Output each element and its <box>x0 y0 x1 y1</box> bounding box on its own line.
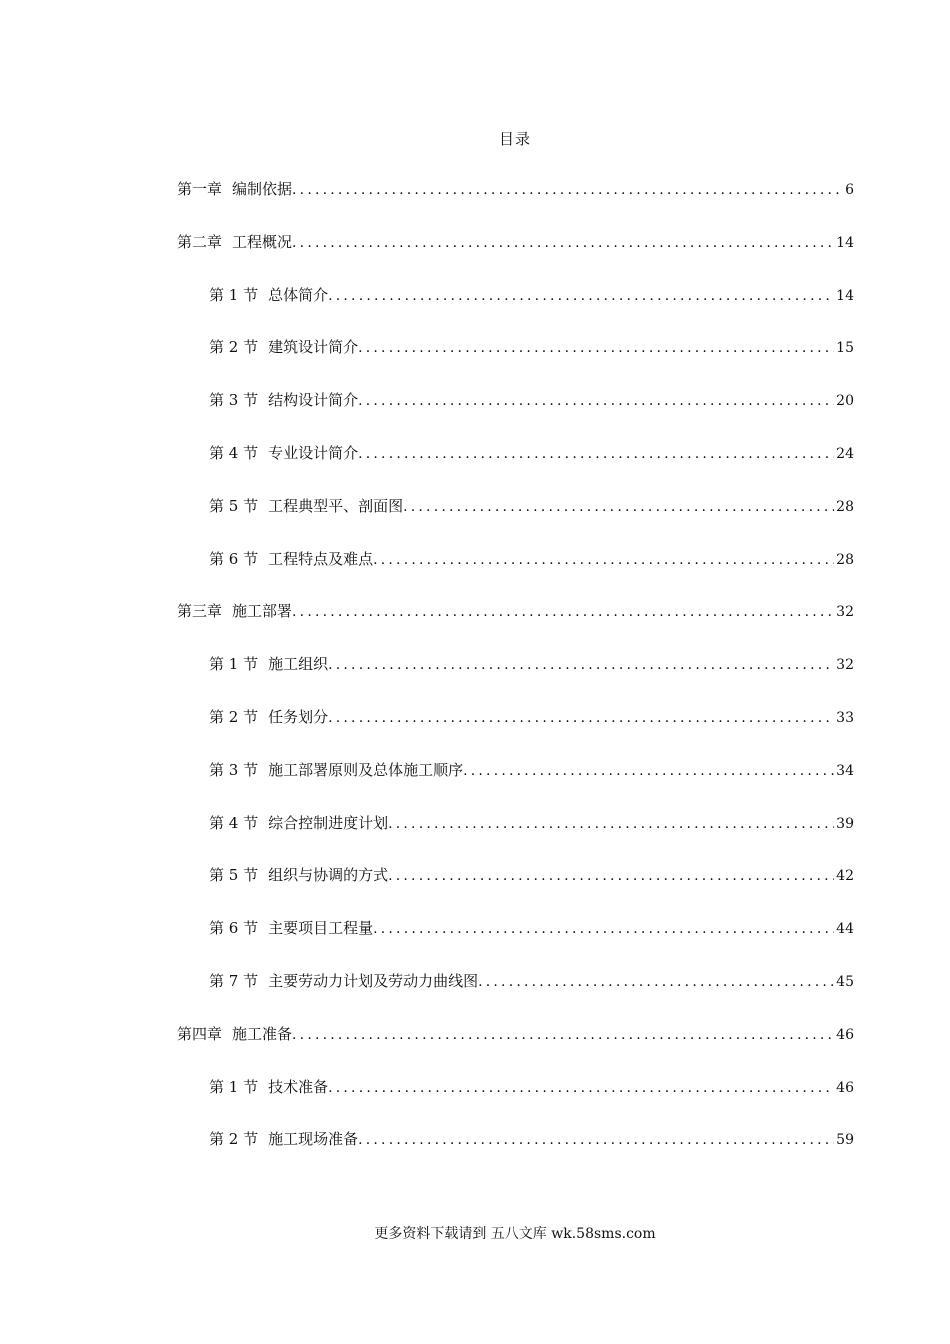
toc-dot-leader <box>373 918 834 940</box>
toc-entry-number: 第 1 节 <box>209 655 259 673</box>
toc-dot-leader <box>403 496 834 518</box>
toc-dot-leader <box>292 179 843 201</box>
toc-page-number: 15 <box>836 340 854 356</box>
toc-entry-number: 第 3 节 <box>209 761 259 779</box>
toc-dot-leader <box>373 549 834 571</box>
toc-entry-title: 施工现场准备 <box>268 1130 359 1148</box>
toc-dot-leader <box>388 865 834 887</box>
toc-entry-title: 工程特点及难点 <box>268 550 374 568</box>
toc-chapter-entry[interactable] <box>177 1023 854 1045</box>
toc-page-number: 39 <box>836 816 854 832</box>
toc-section-entry[interactable] <box>209 442 854 464</box>
toc-dot-leader <box>358 390 834 412</box>
toc-entry-title: 专业设计简介 <box>268 444 359 462</box>
toc-entry-title: 建筑设计简介 <box>268 338 359 356</box>
toc-section-entry[interactable] <box>209 706 854 728</box>
toc-chapter-entry[interactable] <box>177 600 854 622</box>
footer-text: 更多资料下载请到 五八文库 wk.58sms.com <box>374 1226 656 1242</box>
toc-section-entry[interactable] <box>209 812 854 834</box>
toc-page-number: 14 <box>836 288 854 304</box>
toc-title: 目录 <box>498 130 531 148</box>
toc-entry-title: 总体简介 <box>268 286 329 304</box>
toc-dot-leader <box>358 1129 834 1151</box>
toc-page-number: 59 <box>836 1132 854 1148</box>
toc-dot-leader <box>358 443 834 465</box>
toc-dot-leader <box>292 1024 834 1046</box>
toc-section-entry[interactable] <box>209 759 854 781</box>
toc-entry-number: 第 5 节 <box>209 866 259 884</box>
toc-page-number: 46 <box>836 1027 854 1043</box>
toc-section-entry[interactable] <box>209 389 854 411</box>
toc-entry-title: 任务划分 <box>268 708 329 726</box>
toc-page-number: 6 <box>845 182 854 198</box>
toc-dot-leader <box>358 337 834 359</box>
toc-entry-number: 第 6 节 <box>209 919 259 937</box>
toc-entry-number: 第 2 节 <box>209 708 259 726</box>
toc-entry-title: 工程典型平、剖面图 <box>268 497 404 515</box>
toc-entry-title: 施工组织 <box>268 655 329 673</box>
toc-entry-title: 施工准备 <box>232 1025 293 1043</box>
toc-dot-leader <box>463 760 834 782</box>
toc-entry-number: 第 5 节 <box>209 497 259 515</box>
toc-section-entry[interactable] <box>209 864 854 886</box>
toc-dot-leader <box>328 707 834 729</box>
toc-dot-leader <box>292 601 834 623</box>
toc-section-entry[interactable] <box>209 653 854 675</box>
toc-entry-number: 第二章 <box>177 233 223 251</box>
toc-page-number: 42 <box>836 868 854 884</box>
toc-dot-leader <box>388 813 834 835</box>
toc-entry-title: 施工部署原则及总体施工顺序 <box>268 761 464 779</box>
toc-section-entry[interactable] <box>209 548 854 570</box>
toc-page-number: 20 <box>836 393 854 409</box>
toc-entry-number: 第一章 <box>177 180 223 198</box>
toc-chapter-entry[interactable] <box>177 178 854 200</box>
toc-entry-number: 第 7 节 <box>209 972 259 990</box>
toc-entry-number: 第 3 节 <box>209 391 259 409</box>
toc-entry-number: 第 4 节 <box>209 814 259 832</box>
toc-page-number: 45 <box>836 974 854 990</box>
toc-section-entry[interactable] <box>209 917 854 939</box>
toc-entry-number: 第 6 节 <box>209 550 259 568</box>
toc-entry-number: 第四章 <box>177 1025 223 1043</box>
toc-page-number: 46 <box>836 1080 854 1096</box>
toc-entry-number: 第 1 节 <box>209 1078 259 1096</box>
toc-dot-leader <box>328 285 834 307</box>
toc-entry-title: 主要劳动力计划及劳动力曲线图 <box>268 972 479 990</box>
toc-entry-number: 第 2 节 <box>209 1130 259 1148</box>
toc-entry-title: 组织与协调的方式 <box>268 866 389 884</box>
toc-page-number: 32 <box>836 604 854 620</box>
toc-page-number: 34 <box>836 763 854 779</box>
toc-entry-title: 工程概况 <box>232 233 293 251</box>
toc-entry-number: 第 4 节 <box>209 444 259 462</box>
toc-entry-title: 施工部署 <box>232 602 293 620</box>
toc-dot-leader <box>328 1077 834 1099</box>
toc-entry-number: 第三章 <box>177 602 223 620</box>
toc-entry-title: 技术准备 <box>268 1078 329 1096</box>
toc-section-entry[interactable] <box>209 970 854 992</box>
toc-dot-leader <box>478 971 834 993</box>
toc-entry-title: 编制依据 <box>232 180 293 198</box>
toc-page-number: 28 <box>836 499 854 515</box>
toc-entry-title: 结构设计简介 <box>268 391 359 409</box>
toc-entry-number: 第 1 节 <box>209 286 259 304</box>
toc-section-entry[interactable] <box>209 1076 854 1098</box>
toc-dot-leader <box>292 232 834 254</box>
toc-entry-title: 综合控制进度计划 <box>268 814 389 832</box>
toc-page-number: 33 <box>836 710 854 726</box>
toc-entry-number: 第 2 节 <box>209 338 259 356</box>
toc-section-entry[interactable] <box>209 336 854 358</box>
toc-page-number: 14 <box>836 235 854 251</box>
toc-chapter-entry[interactable] <box>177 231 854 253</box>
toc-page-number: 28 <box>836 552 854 568</box>
toc-entry-title: 主要项目工程量 <box>268 919 374 937</box>
toc-dot-leader <box>328 654 834 676</box>
toc-page-number: 32 <box>836 657 854 673</box>
toc-page-number: 24 <box>836 446 854 462</box>
toc-section-entry[interactable] <box>209 284 854 306</box>
toc-page-number: 44 <box>836 921 854 937</box>
toc-section-entry[interactable] <box>209 1128 854 1150</box>
toc-section-entry[interactable] <box>209 495 854 517</box>
